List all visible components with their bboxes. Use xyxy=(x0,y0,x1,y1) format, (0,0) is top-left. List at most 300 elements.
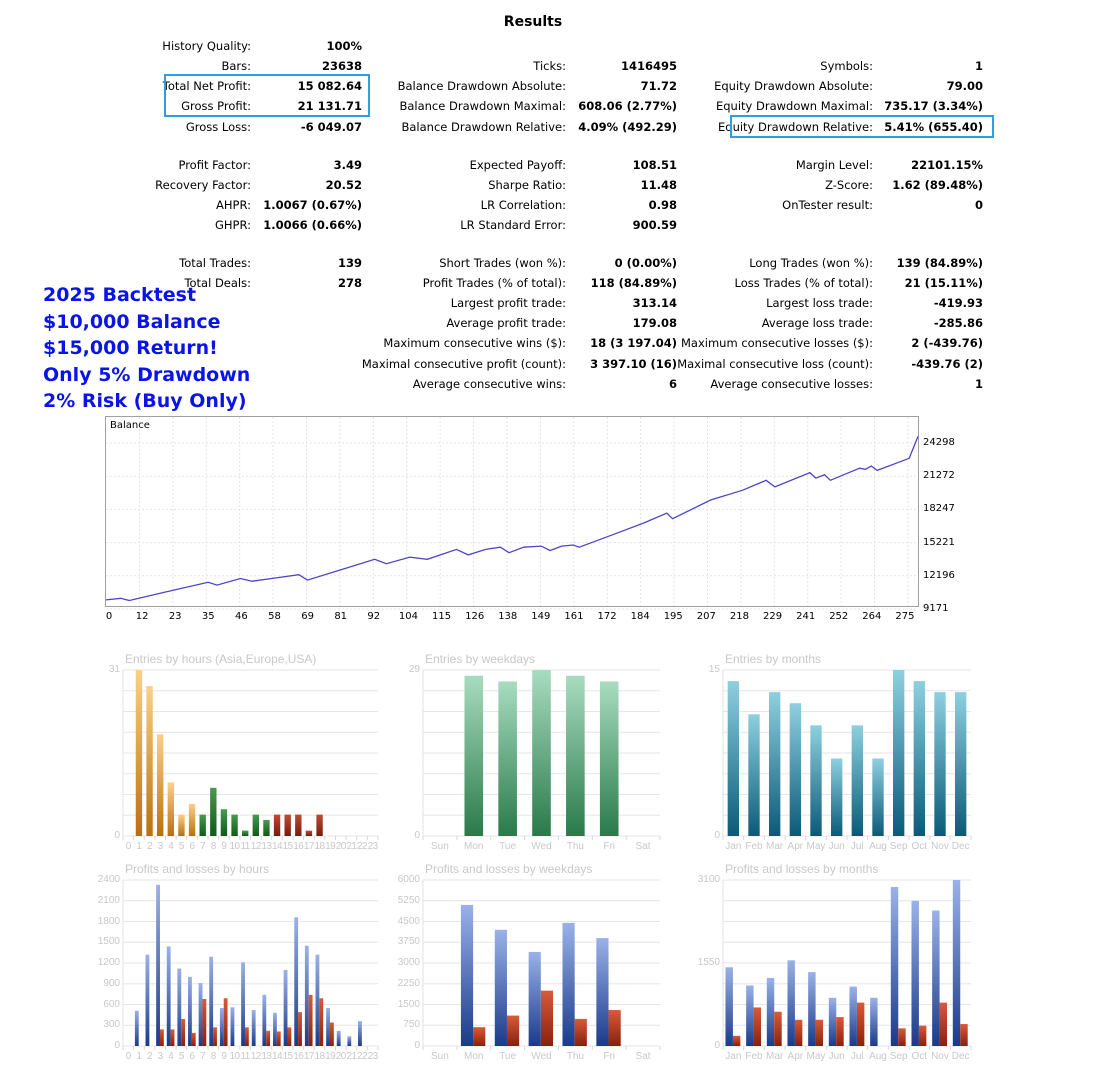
stat-label: Equity Drawdown Absolute: xyxy=(714,79,873,93)
bar xyxy=(231,815,237,836)
bar-x-tick: 0 xyxy=(125,1051,131,1062)
bar-x-tick: Mar xyxy=(766,1051,784,1062)
bar-x-tick: 16 xyxy=(293,1051,304,1062)
stat-label: Profit Trades (% of total): xyxy=(422,276,566,290)
bar-x-tick: 19 xyxy=(325,1051,336,1062)
profit-bar xyxy=(241,962,245,1046)
bar xyxy=(769,692,780,836)
balance-chart xyxy=(105,416,919,607)
profit-bar xyxy=(231,1007,235,1046)
stat-value: 0 xyxy=(974,198,983,212)
bar-x-tick: 8 xyxy=(210,1051,216,1062)
stat-value: 15 082.64 xyxy=(297,79,362,93)
bar-x-tick: Oct xyxy=(911,841,928,852)
bar-chart-plot xyxy=(423,670,660,841)
bar-x-tick: Fri xyxy=(603,1051,616,1062)
bar-y-tick: 0 xyxy=(114,1040,120,1051)
profit-bar xyxy=(337,1031,341,1046)
loss-bar xyxy=(919,1026,926,1046)
bar-y-tick: 0 xyxy=(414,1040,420,1051)
bar-y-tick: 1800 xyxy=(97,915,120,927)
stat-label: Largest profit trade: xyxy=(450,296,566,310)
balance-x-tick: 92 xyxy=(367,611,381,622)
stat-label: Short Trades (won %): xyxy=(439,256,566,270)
bar-y-tick: 1500 xyxy=(97,936,120,948)
bar-x-tick: 4 xyxy=(168,841,174,852)
stat-value: 313.14 xyxy=(632,296,677,310)
bar-x-tick: 19 xyxy=(325,841,336,852)
stat-value: 6 xyxy=(668,377,677,391)
balance-x-tick: 46 xyxy=(235,611,248,622)
bar-x-tick: Dec xyxy=(951,1051,970,1062)
profit-bar xyxy=(953,880,960,1046)
profit-bar xyxy=(529,952,541,1046)
loss-bar xyxy=(960,1024,967,1046)
bar xyxy=(728,681,739,836)
bar xyxy=(464,676,483,836)
balance-x-tick: 115 xyxy=(432,611,452,622)
bar xyxy=(532,670,551,836)
bar-chart-plot xyxy=(723,670,971,841)
stat-label: Bars: xyxy=(221,59,251,73)
bar xyxy=(253,815,259,836)
bar xyxy=(872,759,883,836)
loss-bar xyxy=(836,1017,843,1046)
stat-value: 79.00 xyxy=(946,79,983,93)
loss-bar xyxy=(277,1031,281,1046)
stat-label: History Quality: xyxy=(162,39,251,53)
stat-label: Maximal consecutive profit (count): xyxy=(361,357,566,371)
bar-x-tick: Sep xyxy=(889,841,908,852)
balance-x-tick: 126 xyxy=(465,611,485,622)
stat-value: 20.52 xyxy=(325,178,362,192)
balance-x-tick: 241 xyxy=(796,611,816,622)
stat-value: 0 (0.00%) xyxy=(614,256,677,270)
bar-chart-plot xyxy=(123,880,378,1051)
bar-x-tick: 15 xyxy=(282,841,293,852)
bar-x-tick: 6 xyxy=(189,841,195,852)
bar-x-tick: Tue xyxy=(499,1051,517,1062)
balance-x-tick: 81 xyxy=(334,611,348,622)
bar-x-tick: May xyxy=(806,1051,826,1062)
balance-x-tick: 207 xyxy=(696,611,716,622)
stat-row xyxy=(0,175,1116,195)
stat-label: Recovery Factor: xyxy=(155,178,251,192)
profit-bar xyxy=(305,946,309,1046)
stat-label: Average consecutive wins: xyxy=(412,377,566,391)
bar-x-tick: Jun xyxy=(828,841,845,852)
stat-label: Maximum consecutive losses ($): xyxy=(681,336,873,350)
stat-value: 900.59 xyxy=(632,218,677,232)
stat-label: AHPR: xyxy=(216,198,251,212)
bar xyxy=(955,692,966,836)
stat-value: 11.48 xyxy=(640,178,677,192)
bar-x-tick: 9 xyxy=(221,841,227,852)
bar-x-tick: Sep xyxy=(889,1051,908,1062)
loss-bar xyxy=(754,1007,761,1046)
stat-value: 100% xyxy=(326,39,362,53)
balance-x-tick: 104 xyxy=(398,611,418,622)
stat-label: OnTester result: xyxy=(782,198,873,212)
stat-label: LR Correlation: xyxy=(480,198,566,212)
bar-x-tick: Apr xyxy=(787,1051,804,1062)
bar-x-tick: 8 xyxy=(210,841,216,852)
balance-y-tick: 21272 xyxy=(923,470,955,482)
loss-bar xyxy=(898,1028,905,1046)
bar-y-tick: 600 xyxy=(103,998,120,1010)
bar-x-tick: Thu xyxy=(566,1051,584,1062)
loss-bar xyxy=(541,991,553,1046)
loss-bar xyxy=(774,1012,781,1046)
loss-bar xyxy=(202,999,206,1046)
bar-chart-plot xyxy=(723,880,971,1051)
bar-x-tick: 6 xyxy=(189,1051,195,1062)
profit-bar xyxy=(177,969,181,1046)
bar-x-tick: 20 xyxy=(335,1051,346,1062)
bar-chart-plot xyxy=(123,670,378,841)
bar-chart-title: Entries by hours (Asia,Europe,USA) xyxy=(125,652,317,666)
stat-row xyxy=(0,56,1116,76)
balance-y-tick: 9171 xyxy=(923,603,949,614)
stat-label: Total Trades: xyxy=(179,256,251,270)
bar xyxy=(831,759,842,836)
profit-bar xyxy=(209,957,213,1046)
bar-x-tick: 7 xyxy=(200,841,206,852)
bar xyxy=(316,815,322,836)
stat-label: Symbols: xyxy=(820,59,873,73)
loss-bar xyxy=(609,1010,621,1046)
stat-label: Profit Factor: xyxy=(178,158,251,172)
profit-bar xyxy=(891,887,898,1046)
stat-label: Average profit trade: xyxy=(446,316,566,330)
stat-value: 1 xyxy=(974,377,983,391)
bar-x-tick: 3 xyxy=(157,841,163,852)
stat-value: 21 131.71 xyxy=(297,99,362,113)
profit-bar xyxy=(199,983,203,1046)
bar xyxy=(285,815,291,836)
bar-x-tick: 5 xyxy=(178,841,184,852)
loss-bar xyxy=(160,1029,164,1046)
stat-value: 22101.15% xyxy=(911,158,983,172)
stat-value: 1 xyxy=(974,59,983,73)
profit-bar xyxy=(262,995,266,1046)
bar xyxy=(157,734,163,836)
bar-x-tick: 23 xyxy=(367,1051,378,1062)
loss-bar xyxy=(473,1027,485,1046)
stat-label: Largest loss trade: xyxy=(766,296,873,310)
bar-x-tick: 7 xyxy=(200,1051,206,1062)
bar-x-tick: 2 xyxy=(147,841,153,852)
bar-y-tick: 750 xyxy=(403,1019,420,1031)
stat-label: Balance Drawdown Relative: xyxy=(401,120,566,134)
profit-bar xyxy=(188,977,192,1046)
bar-x-tick: 0 xyxy=(125,841,131,852)
balance-x-tick: 23 xyxy=(168,611,182,622)
bar-y-tick: 0 xyxy=(714,830,720,841)
bar xyxy=(790,703,801,836)
profit-bar xyxy=(252,1010,256,1046)
bar-x-tick: 3 xyxy=(157,1051,163,1062)
loss-bar xyxy=(940,1003,947,1046)
profit-bar xyxy=(932,911,939,1046)
profit-bar xyxy=(358,1021,362,1046)
balance-x-tick: 264 xyxy=(862,611,882,622)
stat-label: GHPR: xyxy=(214,218,251,232)
bar-y-tick: 3750 xyxy=(397,936,420,948)
balance-x-tick: 149 xyxy=(531,611,551,622)
stat-label: Gross Loss: xyxy=(185,120,251,134)
stat-value: 278 xyxy=(337,276,362,290)
bar-y-tick: 29 xyxy=(408,664,420,675)
bar-y-tick: 0 xyxy=(714,1040,720,1051)
bar-x-tick: Jul xyxy=(850,841,864,852)
bar xyxy=(498,681,517,836)
profit-bar xyxy=(273,1013,277,1046)
bar-x-tick: Feb xyxy=(745,841,763,852)
stat-value: 1.0066 (0.66%) xyxy=(263,218,362,232)
bar-x-tick: Feb xyxy=(745,1051,763,1062)
bar-x-tick: Tue xyxy=(499,841,517,852)
bar-x-tick: 14 xyxy=(272,841,283,852)
bar-x-tick: 17 xyxy=(303,1051,314,1062)
bar-x-tick: 10 xyxy=(229,1051,240,1062)
balance-x-tick: 229 xyxy=(763,611,783,622)
balance-x-tick: 172 xyxy=(597,611,617,622)
bar-x-tick: 9 xyxy=(221,1051,227,1062)
stat-value: 179.08 xyxy=(632,316,677,330)
profit-bar xyxy=(294,917,298,1046)
bar-y-tick: 0 xyxy=(114,830,120,841)
stat-label: Average loss trade: xyxy=(761,316,873,330)
balance-y-tick: 12196 xyxy=(923,569,955,581)
stat-label: Expected Payoff: xyxy=(469,158,566,172)
bar-x-tick: 11 xyxy=(240,1051,250,1062)
bar-x-tick: Jan xyxy=(725,1051,742,1062)
stat-value: 608.06 (2.77%) xyxy=(578,99,677,113)
bar-y-tick: 300 xyxy=(103,1019,120,1031)
profit-bar xyxy=(746,985,753,1046)
balance-x-tick: 161 xyxy=(564,611,584,622)
bar-y-tick: 2400 xyxy=(97,874,120,885)
stat-label: Z-Score: xyxy=(825,178,873,192)
bar-y-tick: 2250 xyxy=(397,977,420,989)
stat-value: 108.51 xyxy=(632,158,677,172)
bar-chart-title: Profits and losses by weekdays xyxy=(425,862,593,876)
bar-x-tick: 16 xyxy=(293,841,304,852)
loss-bar xyxy=(171,1029,175,1046)
bar xyxy=(934,692,945,836)
stat-value: 23638 xyxy=(321,59,362,73)
profit-bar xyxy=(562,923,574,1046)
bar xyxy=(189,804,195,836)
loss-bar xyxy=(224,998,228,1046)
bar-y-tick: 31 xyxy=(108,664,120,675)
balance-x-tick: 218 xyxy=(729,611,749,622)
profit-bar xyxy=(725,967,732,1046)
stat-value: 3 397.10 (16) xyxy=(590,357,677,371)
stat-value: 5.41% (655.40) xyxy=(884,120,983,134)
bar xyxy=(242,831,248,836)
loss-bar xyxy=(733,1036,740,1046)
bar-y-tick: 3000 xyxy=(397,957,420,968)
bar-x-tick: Mar xyxy=(766,841,784,852)
bar-x-tick: Thu xyxy=(566,841,584,852)
profit-bar xyxy=(787,960,794,1046)
bar-x-tick: 14 xyxy=(272,1051,283,1062)
stat-label: Gross Profit: xyxy=(181,99,251,113)
promo-text xyxy=(43,282,250,415)
stat-value: 118 (84.89%) xyxy=(590,276,677,290)
bar-x-tick: 12 xyxy=(250,1051,261,1062)
bar xyxy=(146,686,152,836)
balance-x-tick: 138 xyxy=(498,611,518,622)
stat-value: -285.86 xyxy=(933,316,983,330)
bar-y-tick: 1200 xyxy=(97,957,120,968)
loss-bar xyxy=(213,1027,217,1046)
bar-x-tick: 22 xyxy=(357,1051,368,1062)
bar-x-tick: Dec xyxy=(951,841,970,852)
balance-plot xyxy=(106,417,918,606)
stat-value: 21 (15.11%) xyxy=(904,276,983,290)
net-profit-highlight xyxy=(164,74,370,117)
equity-drawdown-highlight xyxy=(730,115,994,138)
bar-y-tick: 2100 xyxy=(97,894,120,906)
bar-x-tick: 13 xyxy=(261,1051,272,1062)
bar xyxy=(306,831,312,836)
bar xyxy=(210,788,216,836)
bar-x-tick: May xyxy=(806,841,826,852)
bar-x-tick: Aug xyxy=(869,1051,887,1062)
loss-bar xyxy=(507,1016,519,1046)
bar-x-tick: Sun xyxy=(431,841,449,852)
stat-value: 2 (-439.76) xyxy=(911,336,983,350)
stat-row xyxy=(0,155,1116,175)
bar-x-tick: 15 xyxy=(282,1051,293,1062)
bar-x-tick: 1 xyxy=(136,841,142,852)
bar-y-tick: 15 xyxy=(708,664,720,675)
bar-y-tick: 0 xyxy=(414,830,420,841)
stat-label: Long Trades (won %): xyxy=(749,256,873,270)
loss-bar xyxy=(287,1027,291,1046)
profit-bar xyxy=(156,885,160,1046)
stat-row xyxy=(0,36,1116,56)
bar-x-tick: 21 xyxy=(346,1051,357,1062)
stat-value: 1416495 xyxy=(620,59,677,73)
bar-x-tick: Sat xyxy=(635,841,651,852)
bar-chart-title: Profits and losses by hours xyxy=(125,862,270,876)
bar-x-tick: 21 xyxy=(346,841,357,852)
bar-y-tick: 1500 xyxy=(397,998,420,1010)
bar-x-tick: Nov xyxy=(931,1051,949,1062)
stat-label: Loss Trades (% of total): xyxy=(734,276,873,290)
bar-x-tick: Fri xyxy=(603,841,616,852)
stat-label: Equity Drawdown Maximal: xyxy=(715,99,873,113)
loss-bar xyxy=(795,1020,802,1046)
bar-x-tick: Jun xyxy=(828,1051,845,1062)
promo-line: Only 5% Drawdown xyxy=(43,363,251,386)
balance-x-tick: 275 xyxy=(895,611,915,622)
bar xyxy=(136,670,142,836)
bar-y-tick: 5250 xyxy=(397,894,420,906)
stat-value: 735.17 (3.34%) xyxy=(884,99,983,113)
bar-x-tick: Jul xyxy=(850,1051,864,1062)
loss-bar xyxy=(266,1031,270,1046)
bar-x-tick: 20 xyxy=(335,841,346,852)
bar-x-tick: Oct xyxy=(911,1051,928,1062)
promo-line: $15,000 Return! xyxy=(43,337,218,359)
bar-chart-title: Profits and losses by months xyxy=(725,862,879,876)
stat-value: -419.93 xyxy=(933,296,983,310)
profit-bar xyxy=(596,938,608,1046)
profit-bar xyxy=(911,901,918,1046)
stat-value: -439.76 (2) xyxy=(911,357,983,371)
profit-bar xyxy=(284,970,288,1046)
stat-value: 0.98 xyxy=(648,198,677,212)
stat-label: Balance Drawdown Maximal: xyxy=(399,99,566,113)
bar xyxy=(748,714,759,836)
bar-x-tick: 5 xyxy=(178,1051,184,1062)
promo-line: 2% Risk (Buy Only) xyxy=(43,390,247,412)
balance-x-tick: 35 xyxy=(201,611,215,622)
bar xyxy=(852,725,863,836)
bar xyxy=(914,681,925,836)
bar-chart-plot xyxy=(423,880,660,1051)
bar-y-tick: 3100 xyxy=(697,874,720,885)
bar-x-tick: 18 xyxy=(314,1051,325,1062)
stat-value: 4.09% (492.29) xyxy=(578,120,677,134)
balance-y-tick: 18247 xyxy=(923,503,955,515)
bar-x-tick: 10 xyxy=(229,841,240,852)
stat-row xyxy=(0,215,1116,235)
stat-value: 1.0067 (0.67%) xyxy=(263,198,362,212)
bar xyxy=(168,782,174,836)
bar-x-tick: 23 xyxy=(367,841,378,852)
balance-x-tick: 252 xyxy=(829,611,849,622)
profit-bar xyxy=(220,1008,224,1046)
bar xyxy=(566,676,585,836)
profit-bar xyxy=(347,1036,351,1046)
balance-chart-title: Balance xyxy=(110,420,150,431)
stat-label: Margin Level: xyxy=(795,158,873,172)
bar-y-tick: 6000 xyxy=(397,874,420,885)
loss-bar xyxy=(298,1012,302,1046)
balance-y-tick: 15221 xyxy=(923,536,955,548)
stat-label: Ticks: xyxy=(533,59,566,73)
bar-x-tick: Mon xyxy=(464,1051,484,1062)
stat-value: 1.62 (89.48%) xyxy=(892,178,983,192)
profit-bar xyxy=(146,955,150,1046)
bar-y-tick: 900 xyxy=(103,977,120,989)
profit-bar xyxy=(767,978,774,1046)
bar-x-tick: Apr xyxy=(787,841,804,852)
profit-bar xyxy=(870,998,877,1046)
balance-x-tick: 12 xyxy=(135,611,149,622)
balance-x-tick: 184 xyxy=(630,611,650,622)
loss-bar xyxy=(192,1033,196,1046)
stat-value: -6 049.07 xyxy=(300,120,362,134)
bar-chart-title: Entries by months xyxy=(725,652,822,666)
stat-row xyxy=(0,253,1116,273)
stat-label: Maximum consecutive wins ($): xyxy=(383,336,566,350)
loss-bar xyxy=(309,995,313,1046)
bar-y-tick: 4500 xyxy=(397,915,420,927)
promo-line: $10,000 Balance xyxy=(43,310,221,333)
bar-x-tick: 12 xyxy=(250,841,261,852)
bar-x-tick: 4 xyxy=(168,1051,174,1062)
stat-value: 139 (84.89%) xyxy=(896,256,983,270)
bar xyxy=(810,725,821,836)
bar-x-tick: Wed xyxy=(531,1051,552,1062)
